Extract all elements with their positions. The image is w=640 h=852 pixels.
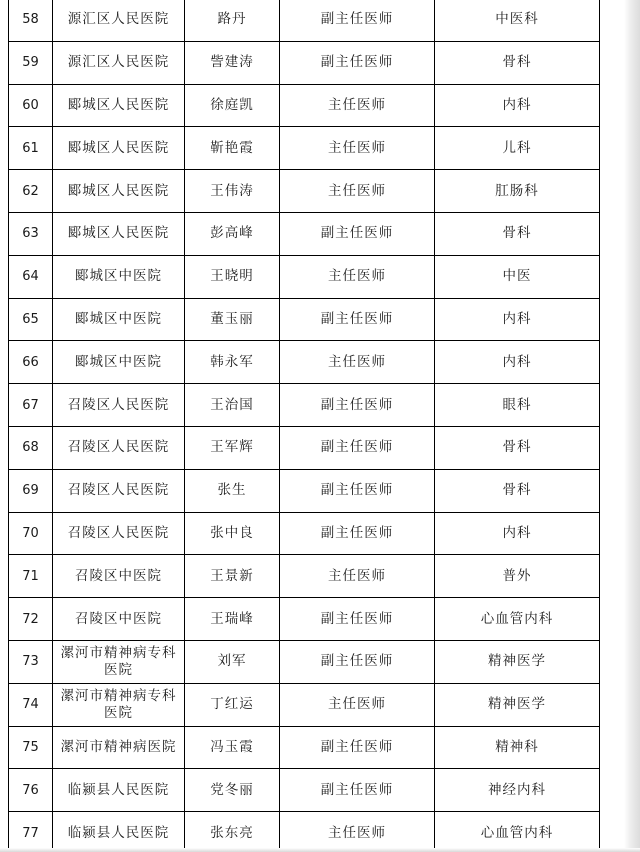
department-cell: 内科	[435, 512, 600, 555]
row-number-cell: 69	[9, 469, 53, 512]
title-cell: 副主任医师	[280, 212, 435, 255]
page-bottom-shadow	[0, 848, 640, 852]
table-row	[9, 769, 600, 812]
department-cell: 骨科	[435, 212, 600, 255]
department-cell: 神经内科	[435, 769, 600, 812]
hospital-cell: 召陵区中医院	[53, 598, 185, 641]
title-cell: 副主任医师	[280, 384, 435, 427]
hospital-cell: 召陵区人民医院	[53, 469, 185, 512]
title-cell: 主任医师	[280, 255, 435, 298]
doctor-name-cell: 冯玉霞	[185, 726, 280, 769]
table-row	[9, 726, 600, 769]
doctor-name-cell: 董玉丽	[185, 298, 280, 341]
department-cell: 心血管内科	[435, 812, 600, 852]
hospital-cell: 临颍县人民医院	[53, 769, 185, 812]
title-cell: 副主任医师	[280, 726, 435, 769]
department-cell: 儿科	[435, 127, 600, 170]
title-cell: 副主任医师	[280, 469, 435, 512]
title-cell: 副主任医师	[280, 512, 435, 555]
title-cell: 副主任医师	[280, 598, 435, 641]
department-cell: 精神医学	[435, 683, 600, 726]
hospital-cell: 郾城区中医院	[53, 298, 185, 341]
department-cell: 内科	[435, 84, 600, 127]
doctor-name-cell: 张中良	[185, 512, 280, 555]
doctor-list-table	[8, 0, 600, 852]
hospital-cell: 召陵区人民医院	[53, 426, 185, 469]
department-cell: 骨科	[435, 469, 600, 512]
row-number-cell: 77	[9, 812, 53, 852]
department-cell: 心血管内科	[435, 598, 600, 641]
doctor-name-cell: 路丹	[185, 0, 280, 41]
table-row	[9, 298, 600, 341]
title-cell: 主任医师	[280, 84, 435, 127]
hospital-cell: 郾城区人民医院	[53, 84, 185, 127]
department-cell: 普外	[435, 555, 600, 598]
doctor-name-cell: 王景新	[185, 555, 280, 598]
title-cell: 主任医师	[280, 683, 435, 726]
table-body	[9, 0, 600, 852]
hospital-cell: 郾城区人民医院	[53, 170, 185, 213]
doctor-name-cell: 韩永军	[185, 341, 280, 384]
hospital-cell: 漯河市精神病医院	[53, 726, 185, 769]
row-number-cell: 67	[9, 384, 53, 427]
table-row	[9, 41, 600, 84]
doctor-name-cell: 訾建涛	[185, 41, 280, 84]
table-row	[9, 640, 600, 683]
table-row	[9, 555, 600, 598]
row-number-cell: 72	[9, 598, 53, 641]
hospital-cell: 召陵区人民医院	[53, 512, 185, 555]
table-row	[9, 469, 600, 512]
hospital-cell: 郾城区中医院	[53, 255, 185, 298]
doctor-name-cell: 刘军	[185, 640, 280, 683]
row-number-cell: 66	[9, 341, 53, 384]
table-row	[9, 212, 600, 255]
title-cell: 主任医师	[280, 341, 435, 384]
table-row	[9, 683, 600, 726]
department-cell: 精神科	[435, 726, 600, 769]
department-cell: 中医	[435, 255, 600, 298]
row-number-cell: 63	[9, 212, 53, 255]
row-number-cell: 73	[9, 640, 53, 683]
row-number-cell: 60	[9, 84, 53, 127]
row-number-cell: 70	[9, 512, 53, 555]
row-number-cell: 74	[9, 683, 53, 726]
title-cell: 副主任医师	[280, 426, 435, 469]
title-cell: 副主任医师	[280, 41, 435, 84]
table-row	[9, 598, 600, 641]
doctor-name-cell: 王治国	[185, 384, 280, 427]
doctor-name-cell: 王伟涛	[185, 170, 280, 213]
title-cell: 主任医师	[280, 170, 435, 213]
hospital-cell: 漯河市精神病专科医院	[53, 683, 185, 726]
title-cell: 主任医师	[280, 127, 435, 170]
doctor-name-cell: 王军辉	[185, 426, 280, 469]
doctor-name-cell: 党冬丽	[185, 769, 280, 812]
title-cell: 副主任医师	[280, 0, 435, 41]
title-cell: 主任医师	[280, 812, 435, 852]
row-number-cell: 59	[9, 41, 53, 84]
hospital-cell: 召陵区人民医院	[53, 384, 185, 427]
hospital-cell: 漯河市精神病专科医院	[53, 640, 185, 683]
department-cell: 中医科	[435, 0, 600, 41]
hospital-cell: 临颍县人民医院	[53, 812, 185, 852]
row-number-cell: 75	[9, 726, 53, 769]
row-number-cell: 58	[9, 0, 53, 41]
table-row	[9, 84, 600, 127]
table-row	[9, 426, 600, 469]
hospital-cell: 召陵区中医院	[53, 555, 185, 598]
doctor-name-cell: 彭高峰	[185, 212, 280, 255]
table-row	[9, 255, 600, 298]
hospital-cell: 郾城区人民医院	[53, 212, 185, 255]
doctor-name-cell: 徐庭凯	[185, 84, 280, 127]
doctor-name-cell: 王瑞峰	[185, 598, 280, 641]
title-cell: 主任医师	[280, 555, 435, 598]
title-cell: 副主任医师	[280, 640, 435, 683]
department-cell: 肛肠科	[435, 170, 600, 213]
doctor-name-cell: 靳艳霞	[185, 127, 280, 170]
hospital-cell: 源汇区人民医院	[53, 41, 185, 84]
table-row	[9, 384, 600, 427]
row-number-cell: 64	[9, 255, 53, 298]
department-cell: 内科	[435, 341, 600, 384]
table-row	[9, 170, 600, 213]
table-row	[9, 812, 600, 852]
table-row	[9, 0, 600, 41]
table-row	[9, 512, 600, 555]
table-row	[9, 127, 600, 170]
page-edge-shadow	[624, 0, 640, 852]
doctor-name-cell: 王晓明	[185, 255, 280, 298]
doctor-name-cell: 丁红运	[185, 683, 280, 726]
title-cell: 副主任医师	[280, 298, 435, 341]
doctor-name-cell: 张生	[185, 469, 280, 512]
department-cell: 骨科	[435, 41, 600, 84]
row-number-cell: 68	[9, 426, 53, 469]
title-cell: 副主任医师	[280, 769, 435, 812]
department-cell: 骨科	[435, 426, 600, 469]
row-number-cell: 62	[9, 170, 53, 213]
doctor-name-cell: 张东亮	[185, 812, 280, 852]
row-number-cell: 71	[9, 555, 53, 598]
department-cell: 眼科	[435, 384, 600, 427]
hospital-cell: 源汇区人民医院	[53, 0, 185, 41]
hospital-cell: 郾城区中医院	[53, 341, 185, 384]
table-row	[9, 341, 600, 384]
row-number-cell: 65	[9, 298, 53, 341]
row-number-cell: 76	[9, 769, 53, 812]
row-number-cell: 61	[9, 127, 53, 170]
department-cell: 内科	[435, 298, 600, 341]
department-cell: 精神医学	[435, 640, 600, 683]
hospital-cell: 郾城区人民医院	[53, 127, 185, 170]
